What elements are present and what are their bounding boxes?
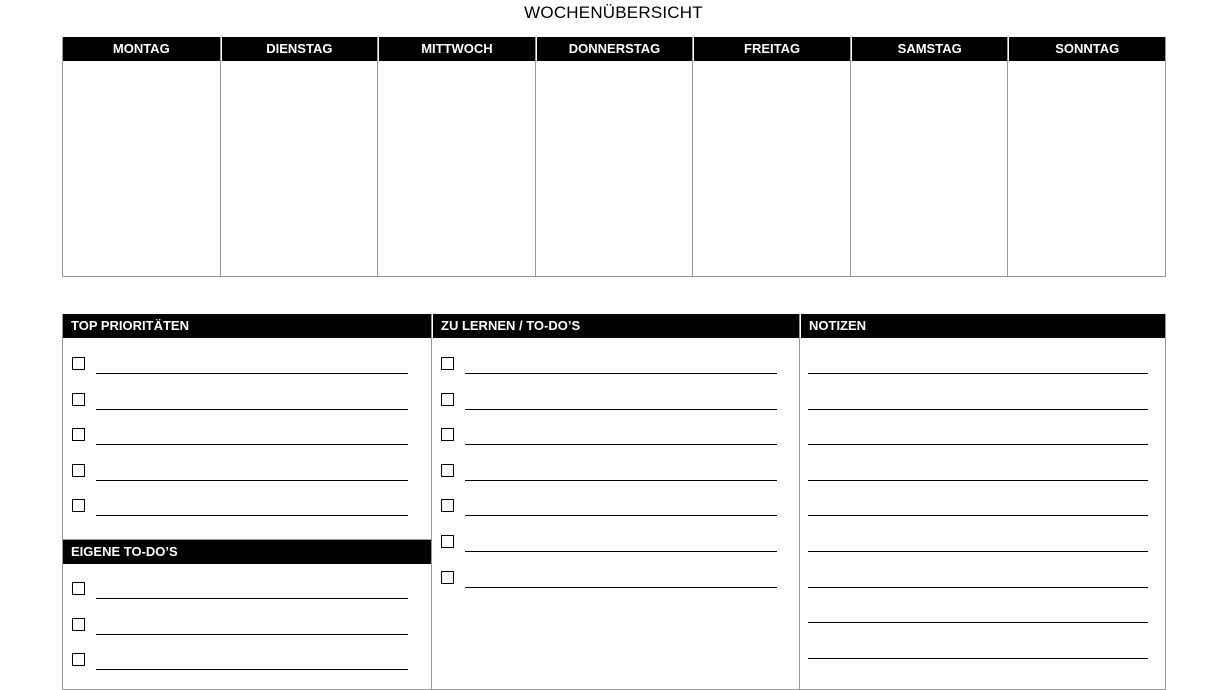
checkbox[interactable] [72,499,85,512]
learn-todo-row [441,429,777,445]
priority-row [72,500,408,516]
priority-row [72,465,408,481]
day-column-monday [63,37,220,276]
learn-todo-row [441,394,777,410]
write-line[interactable] [96,480,408,481]
write-line[interactable] [96,598,408,599]
day-column-tuesday [220,37,378,276]
day-cell[interactable] [63,61,220,276]
checkbox[interactable] [441,571,454,584]
own-todo-row [72,583,408,599]
day-column-wednesday [377,37,535,276]
write-line[interactable] [465,373,777,374]
day-column-saturday [850,37,1008,276]
day-column-sunday [1007,37,1165,276]
notes-header: NOTIZEN [800,314,1165,338]
checkbox[interactable] [72,618,85,631]
day-header: DONNERSTAG [536,37,693,61]
day-header: SONNTAG [1008,37,1165,61]
write-line[interactable] [96,634,408,635]
learn-todo-row [441,536,777,552]
day-cell[interactable] [221,61,378,276]
checkbox[interactable] [72,393,85,406]
own-todos-header: EIGENE TO-DO’S [63,540,431,564]
note-line[interactable] [808,373,1148,374]
write-line[interactable] [96,444,408,445]
learn-todo-row [441,465,777,481]
priority-row [72,358,408,374]
note-line[interactable] [808,587,1148,588]
priorities-column [63,314,431,689]
own-todos-header-wrap [63,539,431,564]
write-line[interactable] [465,551,777,552]
priority-row [72,394,408,410]
day-cell[interactable] [378,61,535,276]
priority-row [72,429,408,445]
notes-column [799,314,1165,689]
note-line[interactable] [808,515,1148,516]
note-line[interactable] [808,444,1148,445]
write-line[interactable] [96,669,408,670]
day-cell[interactable] [851,61,1008,276]
top-priorities-header: TOP PRIORITÄTEN [63,314,431,338]
write-line[interactable] [96,373,408,374]
checkbox[interactable] [72,582,85,595]
checkbox[interactable] [441,464,454,477]
write-line[interactable] [465,409,777,410]
learn-todos-column [431,314,799,689]
day-column-friday [692,37,850,276]
note-line[interactable] [808,409,1148,410]
checkbox[interactable] [72,357,85,370]
checkbox[interactable] [72,428,85,441]
checkbox[interactable] [441,357,454,370]
note-line[interactable] [808,622,1148,623]
note-line[interactable] [808,480,1148,481]
week-overview-table [62,37,1166,277]
page-title: WOCHENÜBERSICHT [524,3,703,22]
day-header: MONTAG [63,37,220,61]
own-todo-row [72,654,408,670]
note-line[interactable] [808,658,1148,659]
write-line[interactable] [465,480,777,481]
learn-todo-row [441,358,777,374]
learn-todos-header: ZU LERNEN / TO-DO’S [432,314,799,338]
learn-todo-row [441,500,777,516]
checkbox[interactable] [441,393,454,406]
task-sections [62,314,1166,690]
checkbox[interactable] [72,653,85,666]
write-line[interactable] [465,587,777,588]
day-header: SAMSTAG [851,37,1008,61]
day-cell[interactable] [693,61,850,276]
checkbox[interactable] [72,464,85,477]
write-line[interactable] [465,444,777,445]
day-header: MITTWOCH [378,37,535,61]
day-cell[interactable] [536,61,693,276]
checkbox[interactable] [441,535,454,548]
checkbox[interactable] [441,499,454,512]
note-line[interactable] [808,551,1148,552]
learn-todo-row [441,572,777,588]
checkbox[interactable] [441,428,454,441]
day-header: FREITAG [693,37,850,61]
write-line[interactable] [96,515,408,516]
own-todo-row [72,619,408,635]
write-line[interactable] [96,409,408,410]
day-cell[interactable] [1008,61,1165,276]
write-line[interactable] [465,515,777,516]
day-header: DIENSTAG [221,37,378,61]
day-column-thursday [535,37,693,276]
